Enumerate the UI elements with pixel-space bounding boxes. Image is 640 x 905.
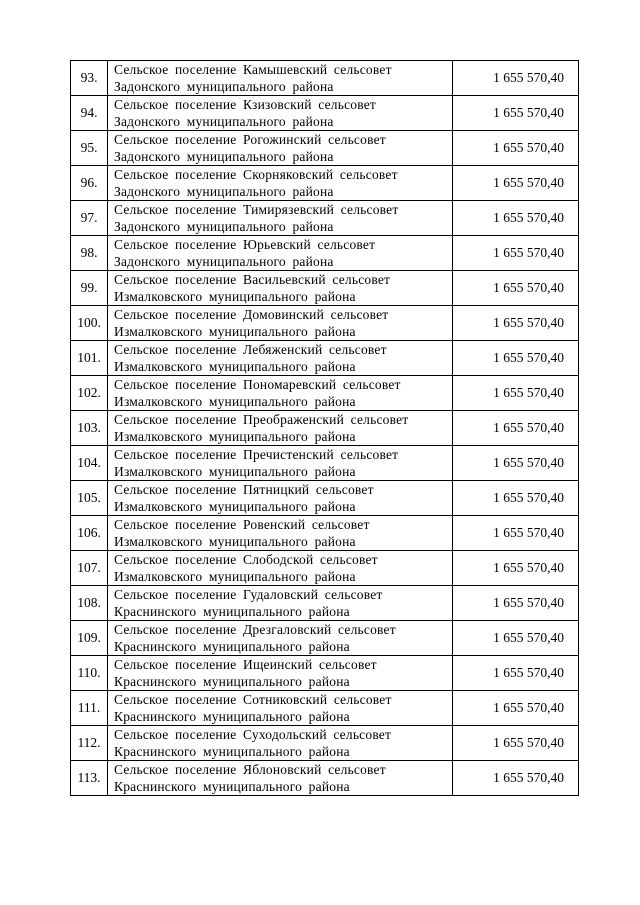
settlement-name bbox=[108, 306, 453, 341]
table-row bbox=[71, 516, 579, 551]
settlement-name-line1: Сельское поселение Кзизовский сельсовет bbox=[114, 97, 377, 112]
settlement-name-line2: Краснинского муниципального района bbox=[114, 639, 350, 654]
settlement-name-line1: Сельское поселение Лебяженский сельсовет bbox=[114, 342, 387, 357]
row-number: 113. bbox=[71, 761, 108, 796]
amount-value: 1 655 570,40 bbox=[453, 656, 579, 691]
row-number: 106. bbox=[71, 516, 108, 551]
settlement-name bbox=[108, 621, 453, 656]
amount-value: 1 655 570,40 bbox=[453, 691, 579, 726]
settlement-name-line1: Сельское поселение Пономаревский сельсовет bbox=[114, 377, 401, 392]
settlement-name bbox=[108, 236, 453, 271]
settlement-name-line2: Задонского муниципального района bbox=[114, 254, 334, 269]
amount-value: 1 655 570,40 bbox=[453, 236, 579, 271]
settlement-name-line1: Сельское поселение Дрезгаловский сельсовет bbox=[114, 622, 396, 637]
amount-value: 1 655 570,40 bbox=[453, 271, 579, 306]
settlement-name bbox=[108, 726, 453, 761]
settlement-name bbox=[108, 656, 453, 691]
amount-value: 1 655 570,40 bbox=[453, 166, 579, 201]
row-number: 112. bbox=[71, 726, 108, 761]
settlement-name-line2: Краснинского муниципального района bbox=[114, 779, 350, 794]
settlement-name-line2: Краснинского муниципального района bbox=[114, 674, 350, 689]
settlement-name-line2: Измалковского муниципального района bbox=[114, 534, 356, 549]
settlement-name bbox=[108, 761, 453, 796]
row-number: 94. bbox=[71, 96, 108, 131]
amount-value: 1 655 570,40 bbox=[453, 516, 579, 551]
settlement-name-line2: Измалковского муниципального района bbox=[114, 324, 356, 339]
table-row bbox=[71, 341, 579, 376]
table-row bbox=[71, 621, 579, 656]
table-row bbox=[71, 656, 579, 691]
table-row bbox=[71, 551, 579, 586]
settlement-name-line1: Сельское поселение Камышевский сельсовет bbox=[114, 62, 392, 77]
amount-value: 1 655 570,40 bbox=[453, 761, 579, 796]
settlement-name-line1: Сельское поселение Ровенский сельсовет bbox=[114, 517, 370, 532]
amount-value: 1 655 570,40 bbox=[453, 61, 579, 96]
settlement-name-line1: Сельское поселение Васильевский сельсовет bbox=[114, 272, 391, 287]
amount-value: 1 655 570,40 bbox=[453, 201, 579, 236]
settlement-name-line1: Сельское поселение Суходольский сельсовет bbox=[114, 727, 392, 742]
settlement-name-line1: Сельское поселение Ищеинский сельсовет bbox=[114, 657, 377, 672]
row-number: 97. bbox=[71, 201, 108, 236]
amount-value: 1 655 570,40 bbox=[453, 376, 579, 411]
settlement-name-line1: Сельское поселение Пречистенский сельсовет bbox=[114, 447, 399, 462]
table-row bbox=[71, 201, 579, 236]
row-number: 95. bbox=[71, 131, 108, 166]
settlement-name bbox=[108, 516, 453, 551]
settlement-name bbox=[108, 551, 453, 586]
settlement-name bbox=[108, 446, 453, 481]
settlement-name bbox=[108, 481, 453, 516]
settlement-name-line1: Сельское поселение Домовинский сельсовет bbox=[114, 307, 389, 322]
table-body bbox=[71, 61, 579, 796]
settlement-name-line2: Измалковского муниципального района bbox=[114, 289, 356, 304]
settlement-name-line2: Измалковского муниципального района bbox=[114, 359, 356, 374]
settlement-name bbox=[108, 376, 453, 411]
table-row bbox=[71, 96, 579, 131]
settlement-name bbox=[108, 166, 453, 201]
amount-value: 1 655 570,40 bbox=[453, 411, 579, 446]
amount-value: 1 655 570,40 bbox=[453, 341, 579, 376]
row-number: 100. bbox=[71, 306, 108, 341]
row-number: 101. bbox=[71, 341, 108, 376]
settlement-name bbox=[108, 691, 453, 726]
settlement-name-line2: Краснинского муниципального района bbox=[114, 744, 350, 759]
settlement-name-line1: Сельское поселение Слободской сельсовет bbox=[114, 552, 378, 567]
row-number: 104. bbox=[71, 446, 108, 481]
settlement-name-line1: Сельское поселение Преображенский сельсовет bbox=[114, 412, 409, 427]
table-row bbox=[71, 236, 579, 271]
row-number: 102. bbox=[71, 376, 108, 411]
amount-value: 1 655 570,40 bbox=[453, 726, 579, 761]
settlement-name-line1: Сельское поселение Сотниковский сельсовет bbox=[114, 692, 392, 707]
allocation-table bbox=[70, 60, 579, 796]
row-number: 109. bbox=[71, 621, 108, 656]
row-number: 96. bbox=[71, 166, 108, 201]
settlement-name-line2: Измалковского муниципального района bbox=[114, 499, 356, 514]
amount-value: 1 655 570,40 bbox=[453, 306, 579, 341]
amount-value: 1 655 570,40 bbox=[453, 621, 579, 656]
settlement-name-line2: Задонского муниципального района bbox=[114, 219, 334, 234]
settlement-name-line2: Измалковского муниципального района bbox=[114, 464, 356, 479]
row-number: 110. bbox=[71, 656, 108, 691]
amount-value: 1 655 570,40 bbox=[453, 446, 579, 481]
table-row bbox=[71, 586, 579, 621]
settlement-name bbox=[108, 96, 453, 131]
table-row bbox=[71, 166, 579, 201]
settlement-name bbox=[108, 131, 453, 166]
table-row bbox=[71, 411, 579, 446]
table-row bbox=[71, 131, 579, 166]
settlement-name-line1: Сельское поселение Скорняковский сельсовет bbox=[114, 167, 398, 182]
row-number: 99. bbox=[71, 271, 108, 306]
table-row bbox=[71, 271, 579, 306]
amount-value: 1 655 570,40 bbox=[453, 586, 579, 621]
settlement-name-line2: Задонского муниципального района bbox=[114, 184, 334, 199]
amount-value: 1 655 570,40 bbox=[453, 96, 579, 131]
table-row bbox=[71, 376, 579, 411]
amount-value: 1 655 570,40 bbox=[453, 481, 579, 516]
settlement-name-line2: Краснинского муниципального района bbox=[114, 709, 350, 724]
row-number: 111. bbox=[71, 691, 108, 726]
table-row bbox=[71, 306, 579, 341]
settlement-name-line1: Сельское поселение Юрьевский сельсовет bbox=[114, 237, 376, 252]
settlement-name bbox=[108, 411, 453, 446]
settlement-name bbox=[108, 271, 453, 306]
settlement-name bbox=[108, 341, 453, 376]
table-row bbox=[71, 481, 579, 516]
row-number: 108. bbox=[71, 586, 108, 621]
settlement-name-line2: Задонского муниципального района bbox=[114, 114, 334, 129]
settlement-name-line2: Задонского муниципального района bbox=[114, 149, 334, 164]
settlement-name-line2: Измалковского муниципального района bbox=[114, 394, 356, 409]
row-number: 103. bbox=[71, 411, 108, 446]
settlement-name bbox=[108, 61, 453, 96]
row-number: 107. bbox=[71, 551, 108, 586]
row-number: 105. bbox=[71, 481, 108, 516]
settlement-name-line2: Измалковского муниципального района bbox=[114, 429, 356, 444]
amount-value: 1 655 570,40 bbox=[453, 131, 579, 166]
table-row bbox=[71, 61, 579, 96]
settlement-name-line1: Сельское поселение Тимирязевский сельсовет bbox=[114, 202, 399, 217]
row-number: 98. bbox=[71, 236, 108, 271]
settlement-name-line1: Сельское поселение Гудаловский сельсовет bbox=[114, 587, 383, 602]
settlement-name-line1: Сельское поселение Яблоновский сельсовет bbox=[114, 762, 386, 777]
table-row bbox=[71, 446, 579, 481]
settlement-name-line1: Сельское поселение Пятницкий сельсовет bbox=[114, 482, 374, 497]
table-row bbox=[71, 726, 579, 761]
settlement-name-line1: Сельское поселение Рогожинский сельсовет bbox=[114, 132, 386, 147]
settlement-name-line2: Измалковского муниципального района bbox=[114, 569, 356, 584]
table-row bbox=[71, 761, 579, 796]
settlement-name bbox=[108, 201, 453, 236]
settlement-name-line2: Задонского муниципального района bbox=[114, 79, 334, 94]
table-row bbox=[71, 691, 579, 726]
settlement-name-line2: Краснинского муниципального района bbox=[114, 604, 350, 619]
amount-value: 1 655 570,40 bbox=[453, 551, 579, 586]
settlement-name bbox=[108, 586, 453, 621]
row-number: 93. bbox=[71, 61, 108, 96]
